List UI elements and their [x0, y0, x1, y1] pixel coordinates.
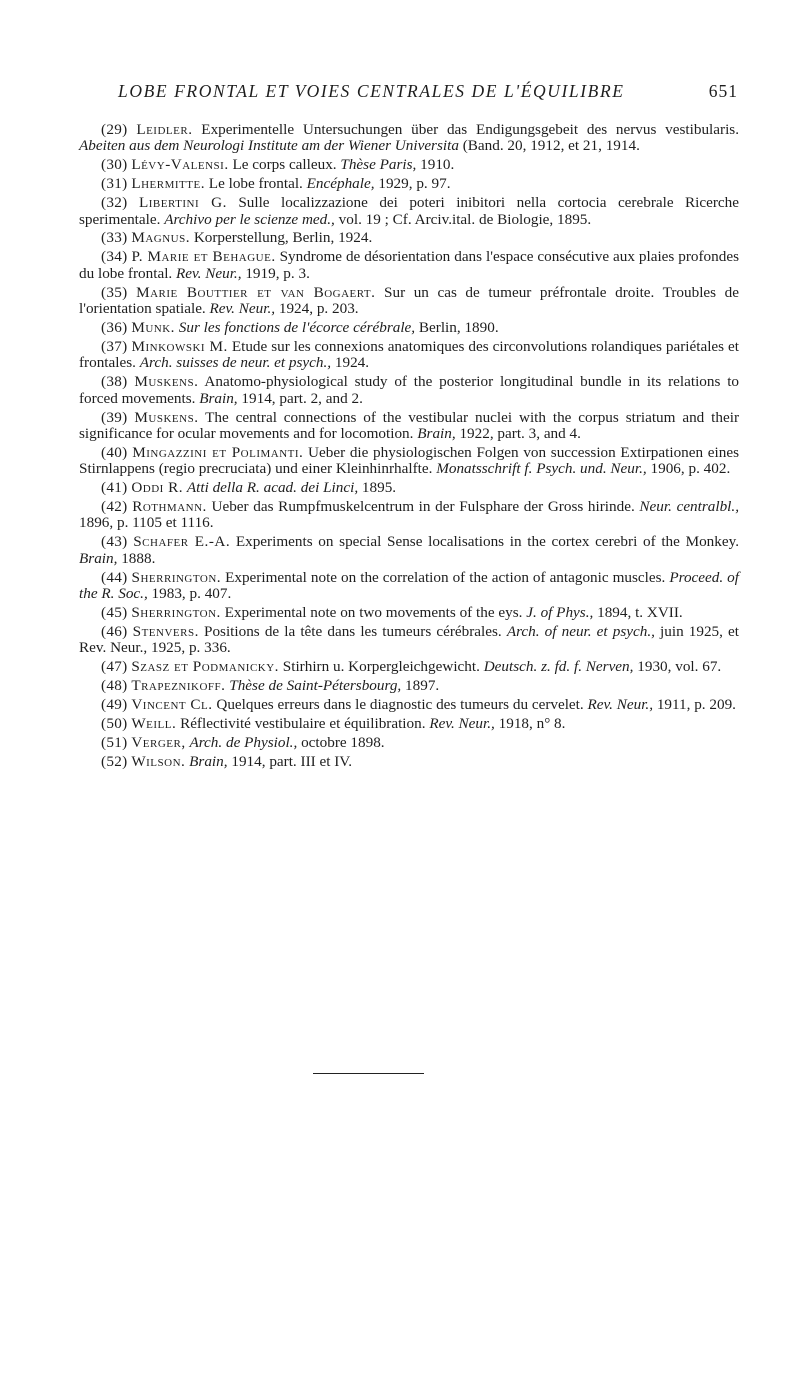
reference-text: Syndrome de désorientation dans l'espace consécutive aux plaies profondes du lobe frontal.	[79, 248, 739, 282]
reference-entry	[79, 624, 739, 657]
reference-text: Experimentelle Untersuchungen über das Endigungsgebeit des nervus vestibularis.	[192, 121, 739, 138]
reference-details: 1888.	[117, 549, 156, 567]
reference-source: Arch. of neur. et psych.,	[506, 622, 655, 640]
reference-author: Magnus.	[131, 229, 191, 247]
reference-number: (35)	[101, 283, 128, 301]
reference-author: Sherrington.	[131, 603, 221, 621]
reference-entry	[79, 410, 739, 443]
reference-number: (50)	[101, 714, 128, 732]
reference-number: (41)	[101, 479, 128, 497]
reference-details: 1910.	[416, 156, 455, 174]
running-header	[118, 81, 738, 105]
reference-entry	[79, 716, 739, 732]
reference-number: (38)	[101, 373, 128, 391]
reference-details: 1914, part. 2, and 2.	[237, 389, 363, 407]
reference-list	[79, 122, 739, 773]
reference-author: Leidler.	[136, 121, 193, 138]
reference-number: (45)	[101, 603, 128, 621]
reference-text: Ueber das Rumpfmuskelcentrum in der Fulsphare der Gross hirinde.	[206, 498, 640, 516]
reference-author: Stenvers.	[132, 622, 199, 640]
reference-details: vol. 19 ; Cf. Arciv.ital. de Biologie, 1895.	[334, 210, 592, 228]
reference-number: (47)	[101, 658, 128, 676]
reference-entry	[79, 230, 739, 246]
reference-source: Encéphale,	[306, 175, 375, 193]
reference-number: (43)	[101, 533, 128, 551]
reference-details: 1895.	[358, 479, 397, 497]
reference-entry	[79, 195, 739, 228]
reference-number: (31)	[101, 175, 128, 193]
reference-details: juin 1925, et Rev. Neur., 1925, p. 336.	[79, 622, 740, 657]
reference-text: Sulle localizzazione dei poteri inibitori nella cortocia cerebrale Ricerche sperimentale.	[79, 194, 739, 228]
reference-entry	[79, 176, 739, 192]
reference-text: Etude sur les connexions anatomiques des circonvolutions rolandiques pariétales et frontales.	[79, 337, 739, 372]
reference-text: Experiments on special Sense localisations in the cortex cerebri of the Monkey.	[230, 533, 740, 551]
reference-number: (49)	[101, 696, 128, 713]
reference-source: Atti della R. acad. dei Linci,	[186, 479, 359, 497]
reference-number: (37)	[101, 337, 128, 355]
reference-text: Experimental note on two movements of the eys.	[220, 603, 527, 621]
reference-author: Marie Bouttier et van Bogaert.	[136, 283, 376, 301]
reference-number: (42)	[101, 498, 128, 516]
reference-entry	[79, 480, 739, 496]
reference-text: Experimental note on the correlation of the action of antagonic muscles.	[221, 568, 670, 586]
reference-details: 1919, p. 3.	[241, 264, 310, 282]
reference-entry	[79, 678, 739, 694]
reference-author: Lhermitte.	[131, 175, 205, 193]
reference-details: (Band. 20, 1912, et 21, 1914.	[458, 137, 640, 155]
reference-source: Deutsch. z. fd. f. Nerven,	[483, 658, 634, 676]
reference-number: (46)	[101, 622, 128, 640]
running-title: LOBE FRONTAL ET VOIES CENTRALES DE L'ÉQUILIBRE	[118, 81, 625, 101]
reference-text: Le lobe frontal.	[205, 175, 307, 193]
reference-details: 1894, t. XVII.	[593, 603, 683, 621]
reference-details: 1897.	[401, 677, 440, 695]
reference-source: Brain,	[189, 752, 228, 770]
reference-number: (33)	[101, 229, 128, 247]
reference-author: Mingazzini et Polimanti.	[132, 443, 304, 461]
reference-details: 1922, part. 3, and 4.	[455, 424, 581, 442]
reference-number: (44)	[101, 568, 128, 586]
reference-author: Vincent Cl.	[131, 696, 213, 713]
reference-details: Berlin, 1890.	[415, 318, 499, 336]
reference-text: Réflectivité vestibulaire et équilibration.	[176, 714, 430, 732]
reference-entry	[79, 605, 739, 621]
reference-author: Minkowski M.	[131, 337, 228, 355]
reference-number: (40)	[101, 443, 128, 461]
reference-text: Quelques erreurs dans le diagnostic des tumeurs du cervelet.	[212, 696, 588, 713]
reference-author: Schafer E.-A.	[133, 533, 231, 551]
reference-author: Sherrington.	[131, 568, 222, 586]
reference-text: Anatomo-physiological study of the posterior longitudinal bundle in its relations to forced movements.	[79, 373, 740, 407]
reference-entry	[79, 320, 739, 336]
reference-source: Rev. Neur.,	[209, 300, 276, 318]
reference-number: (34)	[101, 248, 128, 266]
reference-source: Arch. suisses de neur. et psych.,	[139, 354, 332, 372]
reference-number: (30)	[101, 156, 128, 174]
reference-entry	[79, 754, 739, 770]
reference-entry	[79, 659, 739, 675]
reference-source: Thèse Paris,	[340, 156, 417, 174]
reference-entry	[79, 735, 739, 751]
reference-details: 1930, vol. 67.	[633, 658, 722, 676]
reference-source: Monatsschrift f. Psych. und. Neur.,	[436, 460, 647, 478]
reference-details: 1911, p. 209.	[653, 696, 736, 713]
reference-author: Muskens.	[134, 373, 199, 391]
reference-number: (51)	[101, 733, 128, 751]
reference-entry	[79, 285, 739, 318]
reference-source: Rev. Neur.,	[429, 714, 495, 732]
reference-entry	[79, 157, 739, 173]
reference-entry	[79, 697, 739, 713]
reference-text: The central connections of the vestibular nuclei with the corpus striatum and their significance for ocular movements and for locomotion.	[79, 408, 739, 442]
reference-source: Arch. de Physiol.,	[189, 733, 298, 751]
reference-details: 1983, p. 407.	[147, 585, 232, 603]
reference-number: (48)	[101, 677, 128, 695]
reference-details: 1914, part. III et IV.	[227, 752, 353, 770]
reference-source: Brain,	[417, 424, 456, 442]
reference-number: (29)	[101, 121, 128, 138]
reference-number: (36)	[101, 318, 128, 336]
reference-text: Korperstellung, Berlin, 1924.	[190, 229, 373, 247]
reference-details: octobre 1898.	[297, 733, 385, 751]
reference-entry	[79, 499, 739, 532]
reference-text: Positions de la tête dans les tumeurs cérébrales.	[198, 622, 507, 640]
reference-entry	[79, 570, 739, 603]
reference-text: Stirhirn u. Korpergleichgewicht.	[278, 658, 484, 676]
reference-source: Archivo per le scienze med.,	[164, 210, 335, 228]
reference-entry	[79, 534, 739, 567]
reference-details: 1924, p. 203.	[275, 300, 359, 318]
reference-details: 1918, n° 8.	[494, 714, 566, 732]
reference-text: Sur un cas de tumeur préfrontale droite. Troubles de l'orientation spatiale.	[79, 283, 739, 318]
reference-author: Oddi R.	[131, 479, 184, 497]
reference-author: Trapeznikoff.	[131, 677, 226, 695]
end-rule	[313, 1073, 424, 1074]
reference-details: 1906, p. 402.	[646, 460, 731, 478]
reference-author: Wilson.	[131, 752, 186, 770]
reference-source: Rev. Neur.,	[587, 696, 654, 713]
reference-entry	[79, 445, 739, 478]
reference-source: Abeiten aus dem Neurologi Institute am der Wiener Universita	[79, 137, 459, 155]
reference-source: Brain,	[199, 389, 238, 407]
reference-source: Rev. Neur.,	[176, 264, 242, 282]
reference-number: (32)	[101, 194, 128, 212]
reference-author: Szasz et Podmanicky.	[131, 658, 279, 676]
reference-source: Thèse de Saint-Pétersbourg,	[229, 677, 402, 695]
reference-source: Proceed. of the R. Soc.,	[79, 568, 739, 603]
reference-entry	[79, 339, 739, 372]
reference-details: 1929, p. 97.	[374, 175, 451, 193]
reference-details: 1924.	[331, 354, 370, 372]
reference-text: Le corps calleux.	[228, 156, 341, 174]
reference-entry	[79, 374, 739, 407]
reference-author: Weill.	[131, 714, 177, 732]
reference-details: 1896, p. 1105 et 1116.	[79, 514, 214, 532]
reference-entry	[79, 122, 739, 155]
page-number: 651	[708, 81, 738, 101]
reference-source: Brain,	[79, 549, 118, 567]
reference-source: Neur. centralbl.,	[639, 498, 740, 516]
reference-source: Sur les fonctions de l'écorce cérébrale,	[178, 318, 416, 336]
reference-number: (39)	[101, 408, 128, 426]
reference-entry	[79, 249, 739, 282]
reference-author: Muskens.	[134, 408, 199, 426]
reference-author: Munk.	[131, 318, 175, 336]
reference-number: (52)	[101, 752, 128, 770]
reference-source: J. of Phys.,	[526, 603, 594, 621]
reference-author: P. Marie et Behague.	[131, 248, 276, 266]
reference-author: Libertini G.	[138, 194, 227, 212]
reference-text: Ueber die physiologischen Folgen von succession Extirpationen eines Stirnlappens (regio precruciata) und einer Kleinhinrhalfte.	[79, 443, 739, 478]
reference-author: Lévy-Valensi.	[131, 156, 229, 174]
reference-author: Rothmann.	[132, 498, 207, 516]
reference-author: Verger,	[131, 733, 186, 751]
